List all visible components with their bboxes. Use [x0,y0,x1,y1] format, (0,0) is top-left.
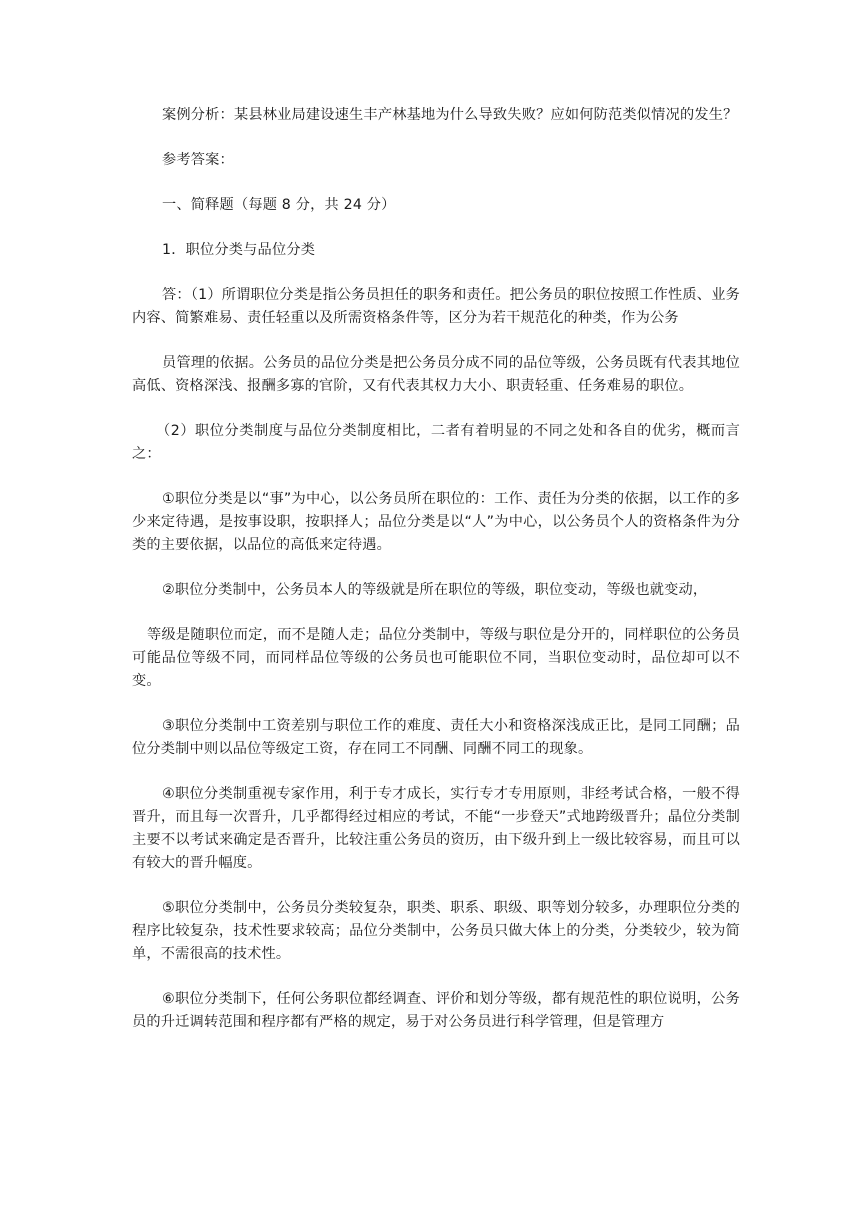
comparison-point: ①职位分类是以“事”为中心，以公务员所在职位的：工作、责任为分类的依据，以工作的多少来定待遇，是按事设职，按职择人；品位分类是以“人”为中心，以公务员个人的资格条件为分类的主要依据，以品位的高低来定待遇。 [132,491,740,553]
document-page [132,104,740,1056]
answer-paragraph: 员管理的依据。公务员的品位分类是把公务员分成不同的品位等级，公务员既有代表其地位高低、资格深浅、报酬多寡的官阶，又有代表其权力大小、职责轻重、任务难易的职位。 [132,355,740,394]
comparison-point: ③职位分类制中工资差别与职位工作的难度、责任大小和资格深浅成正比，是同工同酬；品位分类制中则以品位等级定工资，存在同工不同酬、同酬不同工的现象。 [132,718,740,757]
section-heading: 一、简释题（每题 8 分，共 24 分） [162,197,396,213]
answer-heading: 参考答案： [162,152,234,168]
comparison-point: ⑥职位分类制下，任何公务职位都经调查、评价和划分等级，都有规范性的职位说明，公务员的升迁调转范围和程序都有严格的规定，易于对公务员进行科学管理，但是管理方 [132,991,740,1030]
comparison-point: ⑤职位分类制中，公务员分类较复杂，职类、职系、职级、职等划分较多，办理职位分类的程序比较复杂，技术性要求较高；品位分类制中，公务员只做大体上的分类，分类较少，较为简单，不需很高的技术性。 [132,900,740,962]
comparison-point: ②职位分类制中，公务员本人的等级就是所在职位的等级，职位变动，等级也就变动， [162,582,708,598]
comparison-point: 等级是随职位而定，而不是随人走；品位分类制中，等级与职位是分开的，同样职位的公务员可能品位等级不同，而同样品位等级的公务员也可能职位不同，当职位变动时，品位却可以不变。 [132,627,740,689]
comparison-point: ④职位分类制重视专家作用，利于专才成长，实行专才专用原则，非经考试合格，一般不得晋升，而且每一次晋升，几乎都得经过相应的考试，不能“一步登天”式地跨级晋升；晶位分类制主要不以考试来确定是否晋升，比较注重公务员的资历，由下级升到上一级比较容易，而且可以有较大的晋升幅度。 [132,786,740,871]
case-question: 案例分析：某县林业局建设速生丰产林基地为什么导致失败？应如何防范类似情况的发生？ [162,107,738,123]
question-title: 1．职位分类与品位分类 [162,242,316,258]
answer-paragraph: 答：（1）所谓职位分类是指公务员担任的职务和责任。把公务员的职位按照工作性质、业务内容、简繁难易、责任轻重以及所需资格条件等，区分为若干规范化的种类，作为公务 [132,287,740,326]
answer-paragraph: （2）职位分类制度与品位分类制度相比，二者有着明显的不同之处和各自的优劣，概而言之： [132,423,740,462]
